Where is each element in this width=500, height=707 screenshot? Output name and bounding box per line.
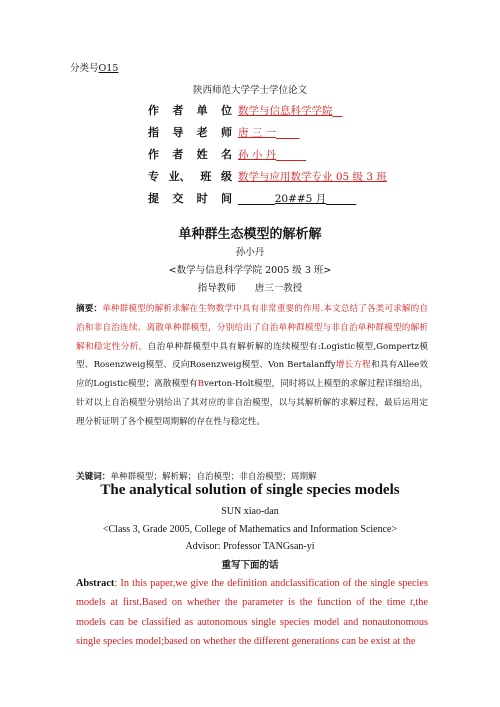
title-english: The analytical solution of single species models [100,482,400,498]
info-label: 作 者 单 位 [148,104,232,117]
affiliation-chinese: <数学与信息科学学院 2005 级 3 班> [168,265,332,276]
keywords-chinese [76,470,317,482]
info-label: 指 导 老 师 [148,126,232,139]
info-label: 专 业、 班 级 [148,170,232,183]
rewrite-note: 重写下面的话 [221,560,279,571]
abstract-chinese: 摘要：单种群模型的解析求解在生物数学中具有非常重要的作用.本文总结了各类可求解的自治和非自治连续、离散单种群模型，分别给出了自治单种群模型与非自治单种群模型的解析解和稳定性分析，自治单种群模型中具有解析解的连续模型有:Logistic模型,Gompertz模型、Rosenzweig模型、反向Rosenzweig模型、Von Bertalanffy增长方程和具有Allee效应的Logistic模型；离散模型有Bverton-Holt模型，同时将以上模型的求解过程详细给出，针对以上自治模型分别给出了其对应的非自治模型，以与其解析解的求解过程，最后运用定理分析证明了各个模型周期解的存在性与稳定性。 [76,304,428,427]
abstract-label: 摘要： [76,304,103,314]
school-heading: 陕西师范大学学士学位论文 [192,85,307,96]
keywords-text: 单种群模型；解析解；自治模型；非自治模型；周期解 [110,472,317,482]
info-row-author [148,140,387,162]
abstract-en-label: Abstract [76,578,115,589]
info-value: 20##5 月 [274,193,327,205]
classification-label: 分类号 [70,63,99,74]
info-label: 作 者 姓 名 [148,148,232,161]
author-chinese: 孙小丹 [235,247,265,258]
info-row-major [148,162,387,184]
info-value: 唐 三 一 [238,127,277,139]
cover-info-table [148,96,387,206]
info-value: 孙 小 丹 [238,149,277,161]
keywords-label: 关键词： [76,472,111,482]
title-chinese: 单种群生态模型的解析解 [178,227,322,242]
info-label: 提 交 时 间 [148,192,232,205]
info-row-unit [148,96,387,118]
affiliation-english: <Class 3, Grade 2005, College of Mathematics and Information Science> [102,524,398,535]
advisor-chinese: 指导教师 唐三一教授 [197,283,303,294]
info-row-advisor [148,118,387,140]
classification-number [70,60,118,74]
author-english: SUN xiao-dan [221,506,279,517]
abstract-english: Abstract: In this paper,we give the definition andclassification of the single species models at first.Based on whether the parameter is the function of the time t,the models can be classified as autonomous single species model and nonautonomous single species model;based on whether the different generations can be exist at the [76,578,428,648]
info-row-date [148,184,387,206]
advisor-english: Advisor: Professor TANGsan-yi [185,541,315,552]
info-value: 数学与信息科学学院 [238,105,333,117]
classification-code: O15 [98,63,119,74]
info-value: 数学与应用数学专业 05 级 3 班 [238,171,387,183]
